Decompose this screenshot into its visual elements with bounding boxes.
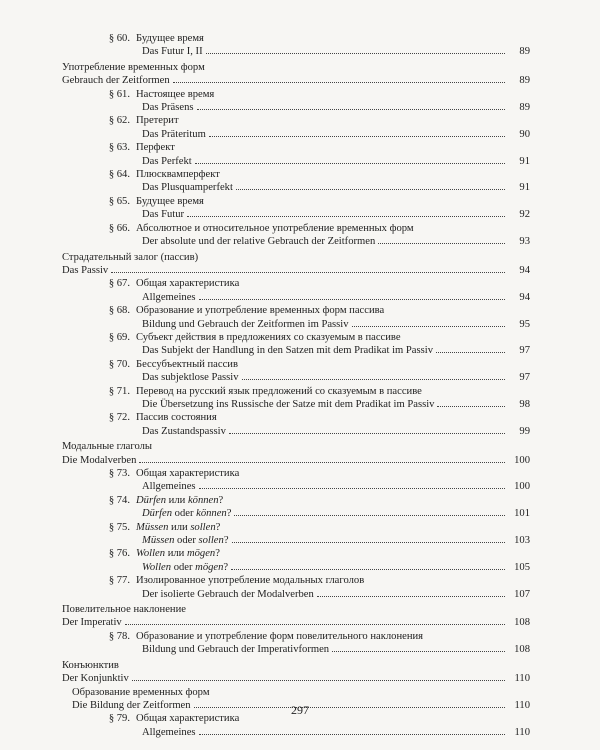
toc-indent	[62, 141, 86, 154]
toc-ru-title: Перфект	[136, 142, 175, 154]
dot-leader	[199, 298, 505, 300]
toc-entry	[62, 277, 530, 304]
toc-entry	[62, 251, 530, 278]
toc-de-line	[62, 264, 530, 277]
section-number: § 76.	[108, 548, 130, 560]
toc-indent	[62, 277, 86, 290]
page-ref: 97	[519, 372, 530, 384]
toc-entry	[62, 61, 530, 88]
toc-indent	[62, 88, 86, 101]
toc-entry	[62, 467, 530, 494]
italic-term: Wollen	[142, 561, 172, 573]
italic-term: Dürfen	[142, 508, 173, 520]
toc-ru-title: Бессубъектный пассив	[136, 358, 238, 370]
toc-de-title: Das Präsens	[142, 102, 194, 114]
toc-indent	[62, 222, 86, 235]
page-ref: 100	[514, 454, 530, 466]
dot-leader	[236, 188, 505, 190]
page-ref: 107	[514, 588, 530, 600]
italic-term: sollen	[198, 535, 224, 547]
toc-entry	[62, 32, 530, 59]
toc-ru-title: Будущее время	[136, 195, 204, 207]
toc-ru-title: Изолированное употребление модальных глаголов	[136, 575, 365, 587]
table-of-contents	[62, 32, 530, 739]
italic-term: Müssen	[142, 535, 175, 547]
italic-term: Dürfen	[136, 494, 167, 506]
toc-entry	[62, 411, 530, 438]
page-ref: 89	[519, 102, 530, 114]
toc-entry	[62, 547, 530, 574]
page-ref: 89	[519, 75, 530, 87]
toc-indent	[62, 32, 86, 45]
dot-leader	[187, 215, 505, 217]
toc-ru-line	[62, 411, 530, 424]
section-number: § 74.	[108, 494, 130, 506]
toc-ru-line	[62, 521, 530, 534]
toc-ru-title: Повелительное наклонение	[62, 604, 186, 616]
toc-ru-title: Müssen или sollen?	[136, 521, 221, 533]
section-number: § 60.	[108, 33, 130, 44]
toc-de-line	[62, 101, 530, 114]
italic-term: mögen	[186, 548, 216, 560]
toc-indent	[62, 574, 86, 587]
toc-ru-title: Пассив состояния	[136, 412, 217, 424]
dot-leader	[242, 378, 505, 380]
page-ref: 91	[519, 182, 530, 194]
section-number: § 65.	[108, 195, 130, 207]
toc-ru-line	[62, 358, 530, 371]
toc-ru-title: Общая характеристика	[136, 713, 240, 725]
toc-de-title: Dürfen oder können?	[142, 508, 232, 520]
dot-leader	[332, 650, 505, 652]
toc-ru-title: Претерит	[136, 115, 179, 127]
page-ref: 110	[514, 726, 530, 738]
page-ref: 89	[519, 46, 530, 58]
italic-term: sollen	[190, 521, 216, 533]
toc-ru-line	[62, 114, 530, 127]
toc-indent	[62, 195, 86, 208]
section-number: § 71.	[108, 385, 130, 397]
page-ref: 97	[519, 345, 530, 357]
page-ref: 94	[519, 291, 530, 303]
page-ref: 108	[514, 617, 530, 629]
toc-entry	[62, 358, 530, 385]
page-ref: 91	[519, 155, 530, 167]
dot-leader	[231, 568, 505, 570]
toc-de-title: Das Subjekt der Handlung in den Satzen mit dem Pradikat im Passiv	[142, 345, 433, 357]
dot-leader	[209, 135, 505, 137]
toc-de-line	[62, 726, 530, 739]
toc-de-title: Allgemeines	[142, 726, 196, 738]
toc-de-title: Allgemeines	[142, 291, 196, 303]
dot-leader	[199, 487, 505, 489]
section-number: § 66.	[108, 222, 130, 234]
toc-de-title: Gebrauch der Zeitformen	[62, 75, 170, 87]
toc-de-line	[62, 208, 530, 221]
dot-leader	[378, 242, 505, 244]
toc-indent	[62, 411, 86, 424]
toc-de-line	[62, 74, 530, 87]
toc-ru-line	[62, 630, 530, 643]
toc-entry	[62, 168, 530, 195]
toc-ru-title: Общая характеристика	[136, 468, 240, 479]
toc-indent	[62, 114, 86, 127]
toc-de-title: Das Futur	[142, 209, 185, 221]
toc-ru-title: Страдательный залог (пассив)	[62, 251, 199, 263]
toc-entry	[62, 141, 530, 168]
toc-indent	[62, 168, 86, 181]
toc-entry	[62, 304, 530, 331]
toc-entry	[62, 331, 530, 358]
page-ref: 98	[519, 398, 530, 410]
dot-leader	[195, 162, 505, 164]
toc-ru-title: Wollen или mögen?	[136, 548, 220, 560]
toc-entry	[62, 574, 530, 601]
toc-entry	[62, 630, 530, 657]
section-number: § 72.	[108, 412, 130, 424]
toc-ru-line	[62, 603, 530, 616]
section-number: § 77.	[108, 575, 130, 587]
toc-ru-line	[62, 222, 530, 235]
page-ref: 90	[519, 128, 530, 140]
dot-leader	[234, 514, 505, 516]
dot-leader	[229, 432, 505, 434]
toc-de-line	[62, 425, 530, 438]
section-number: § 75.	[108, 521, 130, 533]
toc-entry	[62, 114, 530, 141]
page-ref: 100	[514, 481, 530, 493]
section-number: § 69.	[108, 331, 130, 343]
page-ref: 99	[519, 425, 530, 437]
toc-de-title: Die Übersetzung ins Russische der Satze mit dem Pradikat im Passiv	[142, 398, 435, 410]
dot-leader	[197, 108, 506, 110]
toc-de-line	[62, 155, 530, 168]
toc-ru-title: Образование временных форм	[72, 686, 210, 698]
toc-ru-line	[62, 277, 530, 290]
toc-de-line	[62, 507, 530, 520]
toc-entry	[62, 494, 530, 521]
toc-de-line	[62, 534, 530, 547]
toc-de-title: Müssen oder sollen?	[142, 535, 229, 547]
dot-leader	[199, 733, 505, 735]
section-number: § 61.	[108, 88, 130, 100]
page-ref: 110	[514, 673, 530, 685]
toc-ru-title: Конъюнктив	[62, 659, 119, 671]
toc-ru-line	[62, 574, 530, 587]
toc-de-title: Das Passiv	[62, 264, 109, 276]
toc-de-title: Die Modalverben	[62, 454, 137, 466]
toc-de-line	[62, 672, 530, 685]
section-number: § 67.	[108, 278, 130, 290]
toc-ru-line	[62, 385, 530, 398]
section-number: § 62.	[108, 115, 130, 127]
toc-de-title: Bildung und Gebrauch der Zeitformen im Passiv	[142, 318, 349, 330]
toc-indent	[62, 467, 86, 480]
toc-entry	[62, 603, 530, 630]
toc-entry	[62, 222, 530, 249]
toc-indent	[62, 385, 86, 398]
section-number: § 70.	[108, 358, 130, 370]
dot-leader	[232, 541, 505, 543]
toc-de-title: Das Zustandspassiv	[142, 425, 226, 437]
toc-de-title: Das subjektlose Passiv	[142, 372, 239, 384]
toc-de-line	[62, 616, 530, 629]
toc-ru-title: Образование и употребление форм повелительного наклонения	[136, 630, 424, 642]
section-number: § 73.	[108, 468, 130, 479]
toc-entry	[62, 521, 530, 548]
toc-ru-line	[62, 304, 530, 317]
toc-de-title: Das Futur I, II	[142, 46, 203, 58]
toc-de-title: Der absolute und der relative Gebrauch der Zeitformen	[142, 236, 376, 248]
toc-entry	[62, 88, 530, 115]
italic-term: Wollen	[136, 548, 166, 560]
section-number: § 78.	[108, 630, 130, 642]
toc-ru-line	[62, 61, 530, 74]
toc-de-line	[62, 643, 530, 656]
italic-term: können	[196, 508, 227, 520]
section-number: § 63.	[108, 142, 130, 154]
dot-leader	[125, 623, 505, 625]
toc-ru-title: Dürfen или können?	[136, 494, 224, 506]
toc-ru-title: Перевод на русский язык предложений со сказуемым в пассиве	[136, 385, 422, 397]
toc-de-title: Wollen oder mögen?	[142, 561, 229, 573]
toc-indent	[62, 331, 86, 344]
toc-ru-line	[62, 494, 530, 507]
toc-de-line	[62, 45, 530, 58]
toc-de-line	[62, 291, 530, 304]
section-number: § 68.	[108, 305, 130, 317]
italic-term: können	[187, 494, 219, 506]
toc-de-title: Allgemeines	[142, 481, 196, 493]
toc-ru-title: Субъект действия в предложениях со сказуемым в пассиве	[136, 331, 401, 343]
page-ref: 103	[514, 535, 530, 547]
italic-term: Müssen	[136, 521, 169, 533]
toc-de-title: Der Imperativ	[62, 617, 122, 629]
toc-de-line	[62, 181, 530, 194]
dot-leader	[437, 405, 505, 407]
toc-de-title: Das Plusquamperfekt	[142, 182, 233, 194]
toc-de-line	[62, 344, 530, 357]
toc-ru-line	[62, 467, 530, 480]
toc-ru-title: Модальные глаголы	[62, 441, 153, 453]
toc-ru-line	[62, 686, 530, 699]
toc-entry	[62, 440, 530, 467]
toc-ru-line	[62, 141, 530, 154]
dot-leader	[352, 325, 505, 327]
toc-indent	[62, 494, 86, 507]
page-ref: 105	[514, 561, 530, 573]
toc-ru-title: Плюсквамперфект	[136, 169, 220, 181]
toc-de-title: Das Präteritum	[142, 128, 206, 140]
toc-de-line	[62, 318, 530, 331]
page-number: 297	[291, 703, 309, 717]
toc-indent	[62, 630, 86, 643]
page-ref: 94	[519, 264, 530, 276]
toc-de-line	[62, 480, 530, 493]
toc-ru-line	[62, 168, 530, 181]
toc-de-line	[62, 454, 530, 467]
toc-ru-title: Употребление временных форм	[62, 61, 205, 73]
italic-term: mögen	[195, 561, 224, 573]
page-ref: 92	[519, 209, 530, 221]
toc-de-title: Die Bildung der Zeitformen	[72, 699, 191, 711]
dot-leader	[173, 81, 505, 83]
page-ref: 95	[519, 318, 530, 330]
toc-indent	[62, 547, 86, 560]
toc-indent	[62, 521, 86, 534]
toc-de-line	[62, 561, 530, 574]
page-ref: 108	[514, 644, 530, 656]
toc-de-title: Der Konjunktiv	[62, 673, 129, 685]
toc-de-line	[62, 128, 530, 141]
page-ref: 110	[514, 699, 530, 711]
toc-indent	[62, 358, 86, 371]
toc-entry	[62, 385, 530, 412]
section-number: § 64.	[108, 169, 130, 181]
toc-de-line	[62, 371, 530, 384]
toc-de-title: Das Perfekt	[142, 155, 192, 167]
toc-entry	[62, 195, 530, 222]
toc-ru-line	[62, 251, 530, 264]
toc-ru-line	[62, 440, 530, 453]
toc-ru-line	[62, 547, 530, 560]
toc-ru-line	[62, 88, 530, 101]
toc-ru-title: Настоящее время	[136, 88, 215, 100]
dot-leader	[139, 461, 505, 463]
dot-leader	[436, 351, 505, 353]
section-number: § 79.	[108, 713, 130, 725]
toc-ru-line	[62, 659, 530, 672]
toc-ru-line	[62, 32, 530, 45]
dot-leader	[111, 271, 505, 273]
toc-ru-line	[62, 331, 530, 344]
page-ref: 93	[519, 236, 530, 248]
dot-leader	[317, 595, 505, 597]
toc-de-title: Bildung und Gebrauch der Imperativformen	[142, 644, 330, 656]
toc-de-line	[62, 588, 530, 601]
toc-ru-title: Будущее время	[136, 33, 204, 44]
dot-leader	[206, 52, 505, 54]
dot-leader	[132, 679, 505, 681]
toc-de-title: Der isolierte Gebrauch der Modalverben	[142, 588, 314, 600]
toc-indent	[62, 304, 86, 317]
toc-entry	[62, 659, 530, 686]
toc-ru-title: Образование и употребление временных форм пассива	[136, 305, 385, 317]
toc-ru-title: Общая характеристика	[136, 278, 240, 290]
toc-ru-title: Абсолютное и относительное употребление временных форм	[136, 222, 414, 234]
toc-de-line	[62, 235, 530, 248]
toc-de-line	[62, 398, 530, 411]
page-ref: 101	[514, 508, 530, 520]
toc-ru-line	[62, 195, 530, 208]
